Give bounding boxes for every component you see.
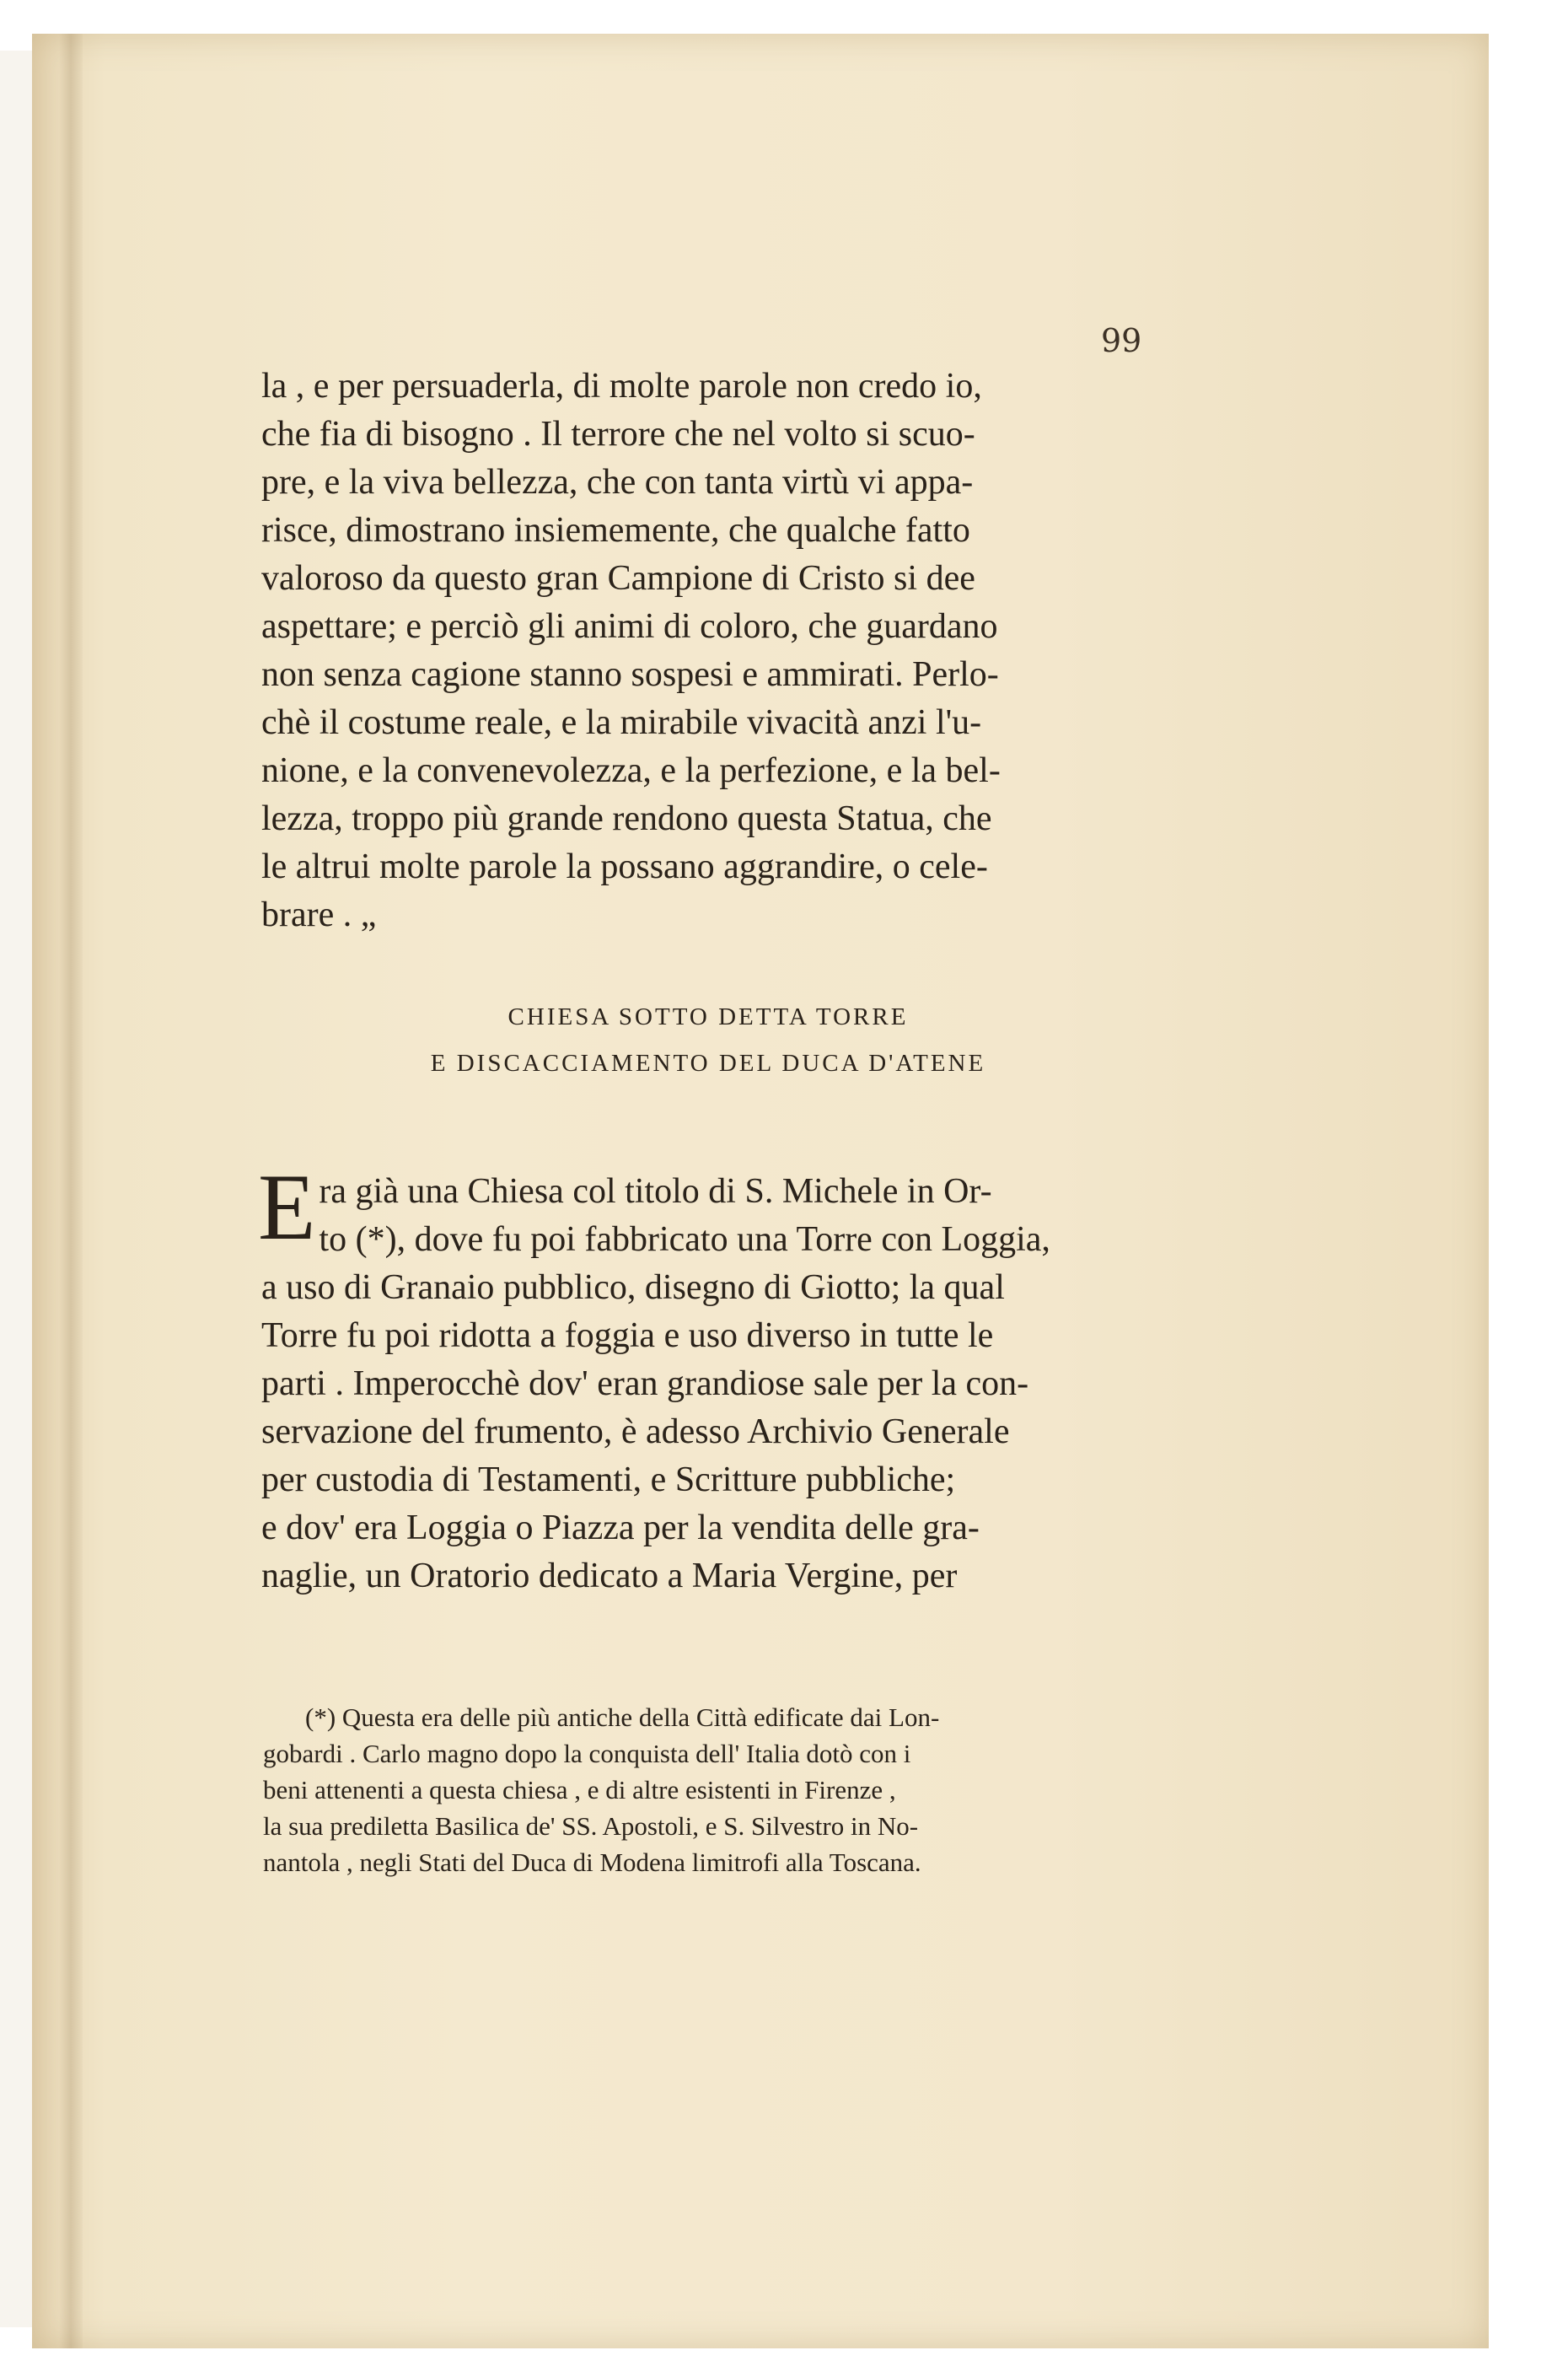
drop-cap: E (258, 1155, 316, 1260)
text-line: risce, dimostrano insiememente, che qualche fatto (261, 511, 970, 550)
section-heading-line-2: E DISCACCIAMENTO DEL DUCA D'ATENE (430, 1050, 986, 1077)
footnote-line: beni attenenti a questa chiesa , e di altre esistenti in Firenze , (263, 1775, 896, 1804)
page-gutter (59, 34, 83, 2348)
text-line: pre, e la viva bellezza, che con tanta virtù vi appa- (261, 463, 974, 502)
text-line: a uso di Granaio pubblico, disegno di Giotto; la qual (261, 1268, 1005, 1307)
text-line: la , e per persuaderla, di molte parole non credo io, (261, 367, 982, 406)
text-line: naglie, un Oratorio dedicato a Maria Vergine, per (261, 1557, 958, 1595)
text-line: ra già una Chiesa col titolo di S. Michele in Or- (319, 1172, 992, 1211)
text-line: parti . Imperocchè dov' eran grandiose sale per la con- (261, 1364, 1029, 1403)
text-line: brare . „ (261, 895, 377, 934)
footnote-line: nantola , negli Stati del Duca di Modena limitrofi alla Toscana. (263, 1847, 921, 1877)
footnote-line: la sua prediletta Basilica de' SS. Apostoli, e S. Silvestro in No- (263, 1811, 919, 1841)
text-line: valoroso da questo gran Campione di Cristo si dee (261, 559, 975, 598)
footnote (263, 1699, 1157, 1880)
text-line: nione, e la convenevolezza, e la perfezione, e la bel- (261, 751, 1001, 790)
footnote-line: (*) Questa era delle più antiche della Città edificate dai Lon- (305, 1702, 940, 1732)
text-line: Torre fu poi ridotta a foggia e uso diverso in tutte le (261, 1316, 994, 1355)
text-line: che fia di bisogno . Il terrore che nel volto si scuo- (261, 415, 975, 454)
page-number: 99 (1101, 322, 1142, 359)
text-line: le altrui molte parole la possano aggrandire, o cele- (261, 847, 988, 886)
paragraph-1 (261, 363, 1155, 939)
text-line: servazione del frumento, è adesso Archivio Generale (261, 1412, 1010, 1451)
section-heading-line-1: CHIESA SOTTO DETTA TORRE (507, 1003, 909, 1030)
text-line: non senza cagione stanno sospesi e ammirati. Perlo- (261, 655, 999, 694)
text-line: aspettare; e perciò gli animi di coloro, che guardano (261, 607, 998, 646)
text-line: per custodia di Testamenti, e Scritture pubbliche; (261, 1460, 956, 1499)
footnote-line: gobardi . Carlo magno dopo la conquista dell' Italia dotò con i (263, 1739, 911, 1768)
text-line: e dov' era Loggia o Piazza per la vendita delle gra- (261, 1509, 980, 1547)
text-line: to (*), dove fu poi fabbricato una Torre con Loggia, (319, 1220, 1050, 1259)
text-line: lezza, troppo più grande rendono questa Statua, che (261, 799, 992, 838)
scan-margin (0, 51, 32, 2327)
paragraph-2 (258, 1155, 1155, 1600)
text-line: chè il costume reale, e la mirabile vivacità anzi l'u- (261, 703, 982, 742)
